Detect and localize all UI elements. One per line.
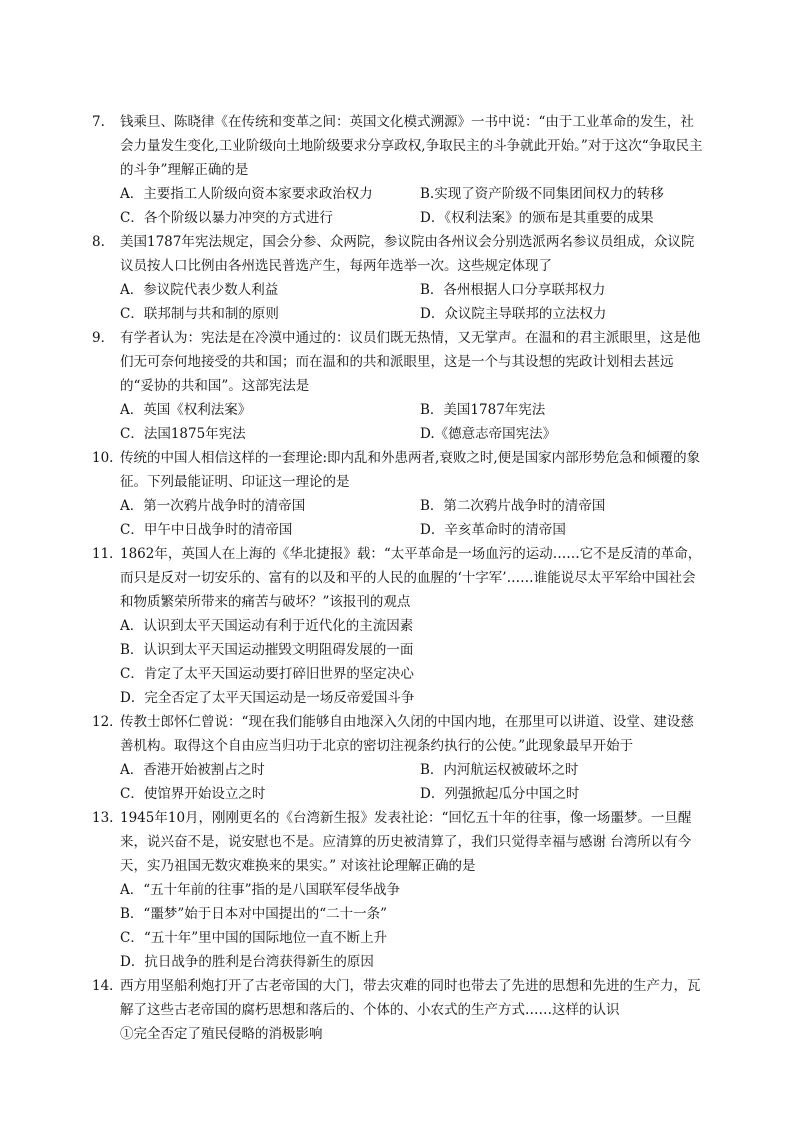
- options: [92, 878, 704, 974]
- option-d: D.《德意志帝国宪法》: [420, 426, 557, 442]
- question-stem: [92, 542, 704, 614]
- options: [92, 1022, 704, 1046]
- question-number: 14．: [92, 978, 123, 994]
- option-c: C．甲午中日战争时的清帝国: [120, 522, 293, 538]
- question-stem: [92, 326, 704, 398]
- option-c: C．法国1875年宪法: [120, 426, 246, 442]
- exam-page: [92, 110, 704, 1046]
- options: [92, 182, 704, 230]
- question-text: 1945年10月，刚刚更名的《台湾新生报》发表社论：“回忆五十年的往事，像一场噩梦。一旦醒来，说兴奋不是，说安慰也不是。应清算的历史被清算了，我们只觉得幸福与感谢 台湾所以有今天，实乃祖国无数灾难换来的果实。” 对该社论理解正确的是: [120, 810, 692, 874]
- option-d: D．完全否定了太平天国运动是一场反帝爱国斗争: [120, 690, 415, 706]
- option-c: C．使馆界开始设立之时: [120, 786, 266, 802]
- option-b: B．“噩梦”始于日本对中国提出的“二十一条”: [120, 906, 388, 922]
- option-d: D．众议院主导联邦的立法权力: [420, 306, 607, 322]
- question-stem: [92, 974, 704, 1022]
- question-number: 8.: [92, 234, 105, 250]
- question-11: [92, 542, 704, 710]
- question-text: 钱乘旦、陈晓律《在传统和变革之间：英国文化模式溯源》一书中说：“由于工业革命的发生，社会力量发生变化,工业阶级向土地阶级要求分享政权,争取民主的斗争就此开始。”对于这次“争取民主的斗争”理解正确的是: [120, 114, 703, 178]
- question-stem: [92, 806, 704, 878]
- option-d: D．《权利法案》的颁布是其重要的成果: [420, 210, 654, 226]
- option-b: B．各州根据人口分享联邦权力: [420, 282, 606, 298]
- option-c: C．联邦制与共和制的原则: [120, 306, 279, 322]
- option-a: A．“五十年前的往事”指的是八国联军侵华战争: [120, 882, 401, 898]
- question-stem: [92, 710, 704, 758]
- statement-1: ①完全否定了殖民侵略的消极影响: [120, 1026, 323, 1042]
- question-number: 11．: [92, 546, 123, 562]
- question-text: 传统的中国人相信这样的一套理论:即内乱和外患两者,衰败之时,便是国家内部形势危急和倾覆的象征。下列最能证明、印证这一理论的是: [120, 450, 701, 490]
- question-text: 美国1787年宪法规定，国会分参、众两院，参议院由各州议会分别选派两名参议员组成，众议院议员按人口比例由各州选民普选产生，每两年选举一次。这些规定体现了: [120, 234, 695, 274]
- question-stem: [92, 110, 704, 182]
- option-b: B．内河航运权被破坏之时: [420, 762, 579, 778]
- option-a: A．第一次鸦片战争时的清帝国: [120, 498, 306, 514]
- question-number: 10.: [92, 450, 114, 466]
- question-number: 12．: [92, 714, 123, 730]
- option-d: D．抗日战争的胜利是台湾获得新生的原因: [120, 954, 374, 970]
- options: [92, 494, 704, 542]
- option-c: C．“五十年”里中国的国际地位一直不断上升: [120, 930, 388, 946]
- question-text: 有学者认为：宪法是在冷漠中通过的：议员们既无热情，又无掌声。在温和的君主派眼里，这是他们无可奈何地接受的共和国；而在温和的共和派眼里，这是一个与其设想的宪政计划相去甚远的“妥协的共和国”。这部宪法是: [120, 330, 701, 394]
- question-text: 传教士郎怀仁曾说：“现在我们能够自由地深入久闭的中国内地，在那里可以讲道、设堂、建设慈善机构。取得这个自由应当归功于北京的密切注视条约执行的公使。”此现象最早开始于: [120, 714, 694, 754]
- question-9: [92, 326, 704, 446]
- question-number: 9．: [92, 330, 115, 346]
- option-a: A．主要指工人阶级向资本家要求政治权力: [120, 186, 373, 202]
- options: [92, 758, 704, 806]
- options: [92, 278, 704, 326]
- options: [92, 398, 704, 446]
- option-c: C．肯定了太平天国运动要打碎旧世界的坚定决心: [120, 666, 414, 682]
- question-number: 13.: [92, 810, 114, 826]
- question-stem: [92, 230, 704, 278]
- option-d: D．辛亥革命时的清帝国: [420, 522, 566, 538]
- question-text: 1862年，英国人在上海的《华北捷报》载：“太平革命是一场血污的运动……它不是反清的革命，而只是反对一切安乐的、富有的以及和平的人民的血腥的‘十字军’……谁能说尽太平军给中国社会和物质繁荣所带来的痛苦与破坏？”该报刊的观点: [120, 546, 702, 610]
- option-a: A．参议院代表少数人利益: [120, 282, 279, 298]
- question-text: 西方用坚船利炮打开了古老帝国的大门，带去灾难的同时也带去了先进的思想和先进的生产力，瓦解了这些古老帝国的腐朽思想和落后的、个体的、小农式的生产方式……这样的认识: [120, 978, 701, 1018]
- question-10: [92, 446, 704, 542]
- option-b: B.实现了资产阶级不同集团间权力的转移: [420, 186, 664, 202]
- option-c: C．各个阶级以暴力冲突的方式进行: [120, 210, 333, 226]
- option-a: A．香港开始被割占之时: [120, 762, 265, 778]
- options: [92, 614, 704, 710]
- question-14: [92, 974, 704, 1046]
- option-a: A．英国《权利法案》: [120, 402, 252, 418]
- question-8: [92, 230, 704, 326]
- option-b: B．认识到太平天国运动摧毁文明阻碍发展的一面: [120, 642, 414, 658]
- question-13: [92, 806, 704, 974]
- question-number: 7.: [92, 114, 105, 130]
- option-a: A．认识到太平天国运动有利于近代化的主流因素: [120, 618, 414, 634]
- question-stem: [92, 446, 704, 494]
- option-b: B．第二次鸦片战争时的清帝国: [420, 498, 606, 514]
- question-12: [92, 710, 704, 806]
- question-7: [92, 110, 704, 230]
- option-b: B．美国1787年宪法: [420, 402, 546, 418]
- option-d: D．列强掀起瓜分中国之时: [420, 786, 580, 802]
